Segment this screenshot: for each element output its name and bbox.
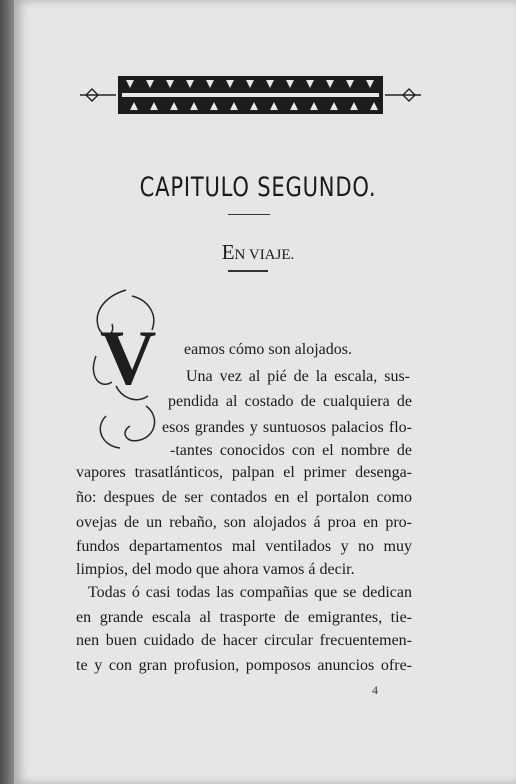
body-line: esos grandes y suntuosos palacios flo- [162, 419, 412, 436]
body-line: te y con gran profusion, pomposos anuncios ofre- [76, 657, 412, 674]
ornate-drop-cap [86, 286, 168, 454]
body-line: en grande escala al trasporte de emigrantes, tie- [76, 609, 412, 626]
body-line: Todas ó casi todas las compañias que se dedican [88, 584, 412, 601]
svg-text:V: V [100, 314, 157, 401]
body-line: fundos departamentos mal ventilados y no muy [76, 538, 412, 555]
section-title-rest: N VIAJE. [234, 247, 295, 263]
page-signature-mark: 4 [372, 683, 378, 697]
body-line: ovejas de un rebaño, son alojados á proa en pro- [76, 514, 412, 531]
body-line: vapores trasatlánticos, palpan el primer desenga- [76, 464, 412, 481]
title-divider [228, 214, 270, 215]
section-divider [228, 270, 268, 272]
chapter-title: CAPITULO SEGUNDO. [139, 172, 377, 203]
section-title [0, 240, 516, 265]
floral-flourish-icon [86, 286, 168, 454]
body-line: eamos cómo son alojados. [184, 341, 352, 358]
body-line: pendida al costado de cualquiera de [168, 393, 412, 410]
section-title-initial: E [221, 240, 235, 264]
body-line: limpios, del modo que ahora vamos á decir. [76, 561, 355, 578]
body-line: nen buen cuidado de hacer circular frecuentemen- [76, 632, 412, 649]
body-line: Una vez al pié de la escala, sus- [186, 368, 410, 385]
body-line: -tantes conocidos con el nombre de [170, 442, 412, 459]
body-line: ño: despues de ser contados en el portalon como [76, 489, 412, 506]
book-gutter [0, 0, 14, 784]
decorative-header-ornament [78, 72, 423, 118]
